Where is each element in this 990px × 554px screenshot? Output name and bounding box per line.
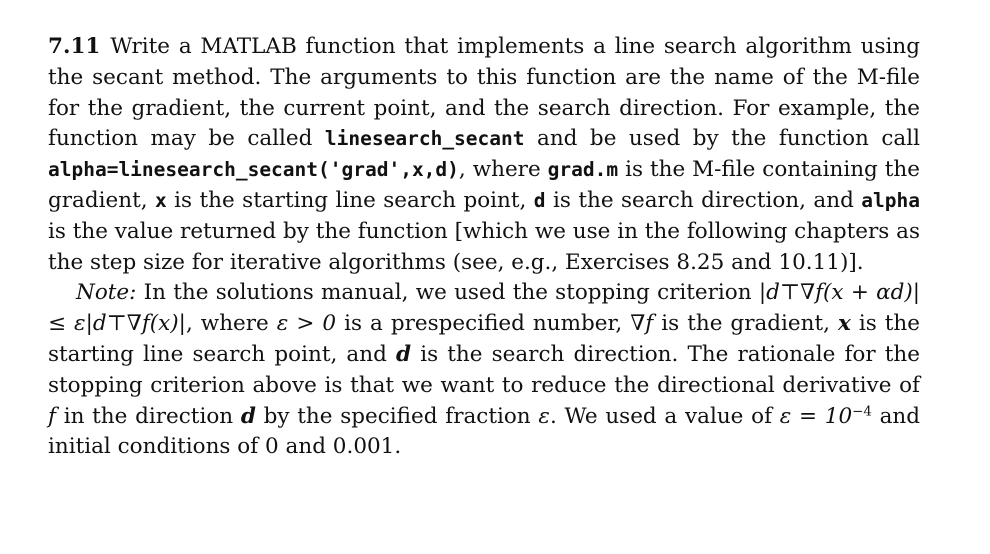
text-segment: in the direction [55,403,241,429]
text-segment: is the search direction. The rationale for the stopping criterion above is that we want to reduce the directional derivative of [48,341,921,398]
text-segment: is a prespecified number, [336,311,631,337]
criterion-rhs: ε|d⊤∇f(x)| [74,311,186,337]
criterion-lhs: |d⊤∇f(x + αd)| [758,280,921,306]
note-label: Note: [76,280,137,306]
f-symbol: f [48,403,56,429]
function-name-code: linesearch_secant [324,127,525,151]
text-segment: is the starting line search point, [166,187,534,213]
text-segment: . We used a value of [549,403,780,429]
text-segment: is the M-file containing the gradient, [48,157,920,213]
epsilon-condition: ε > 0 [276,311,337,337]
text-segment: is the starting line search point, and [48,311,920,367]
x-vector-symbol: x [838,311,851,337]
var-x-code: x [154,188,167,212]
text-segment: is the gradient, [653,311,838,337]
var-d-code: d [533,188,546,212]
epsilon-value: ε = 10 [779,403,853,429]
text-segment: , where [458,157,548,183]
leq-symbol: ≤ [48,311,75,337]
text-segment: In the solutions manual, we used the stopping criterion [136,280,759,306]
note-paragraph [48,278,920,463]
exercise-text [48,32,920,463]
text-segment: and be used by the function call [524,126,920,152]
text-segment: is the value returned by the function [which we use in the following chapters as the step size for iterative algorithms (see, e.g., Exercises 8.25 and 10.11)]. [48,218,920,275]
var-alpha-code: alpha [861,188,920,212]
text-segment: and initial conditions of 0 and 0.001. [48,403,920,460]
epsilon-symbol: ε [538,403,550,429]
function-call-code: alpha=linesearch_secant('grad',x,d) [48,158,459,182]
text-segment: by the specified fraction [255,403,539,429]
text-segment: , where [185,311,277,337]
epsilon-exponent: −4 [852,404,872,420]
exercise-intro: Write a MATLAB function that implements a line search algorithm using the secant method. The arguments to this function are the name of the M-file for the gradient, the current point, and the search direction. For example, the function may be called [48,34,920,152]
text-segment: is the search direction, and [545,187,862,213]
grad-file-code: grad.m [547,158,619,182]
gradient-symbol: ∇f [630,311,654,337]
exercise-number: 7.11 [48,34,101,59]
exercise-paragraph [48,32,920,278]
d-vector-symbol: d [240,403,256,429]
d-vector-symbol: d [396,341,412,367]
